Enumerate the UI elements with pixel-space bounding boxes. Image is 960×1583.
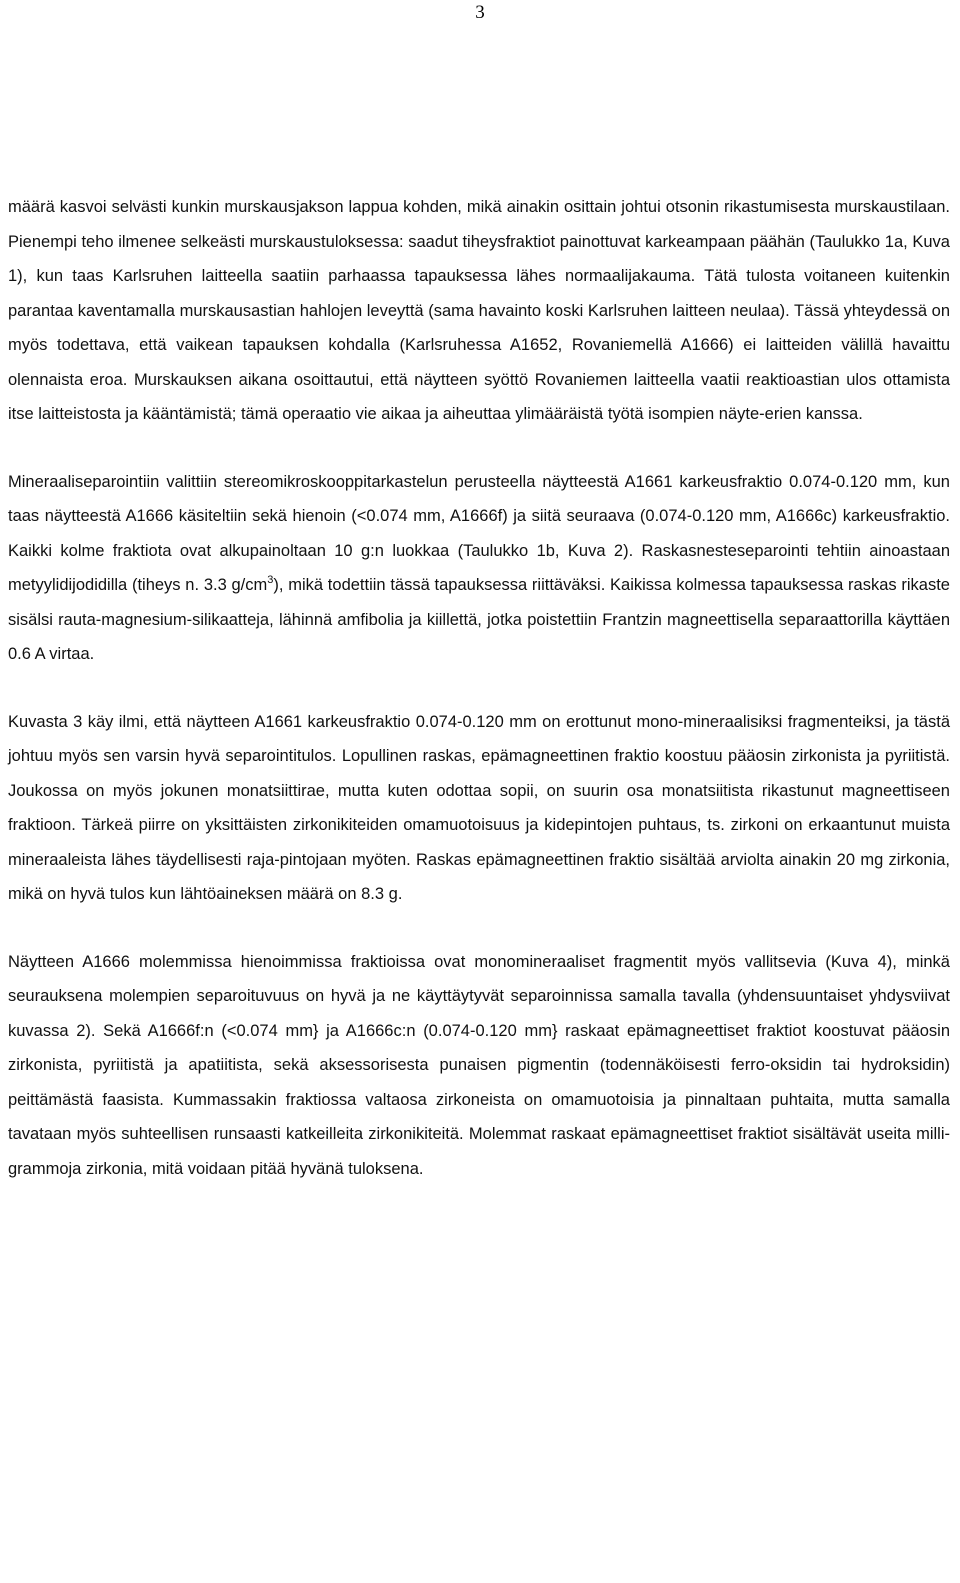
paragraph-text: määrä kasvoi selvästi kunkin murskausjakson lappua kohden, mikä ainakin osittain johtui otsonin rikastumisesta murskaustilaan. Pienempi teho ilmenee selkeästi murskaustuloksessa: saadut tiheysfraktiot painottuvat karkeampaan päähän (Taulukko 1a, Kuva 1), kun taas Karlsruhen laitteella saatiin parhaassa tapauksessa lähes normaalijakauma. Tätä tulosta voitaneen kuitenkin parantaa kaventamalla murskausastian hahlojen leveyttä (sama havainto koski Karlsruhen laitteen neulaa). Tässä yhteydessä on myös todettava, että vaikean tapauksen kohdalla (Karlsruhessa A1652, Rovaniemellä A1666) ei laitteiden välillä havaittu olennaista eroa. Murskauksen aikana osoittautui, että näytteen syöttö Rovaniemen laitteella vaatii reaktioastian ulos ottamista itse laitteistosta ja kääntämistä; tämä operaatio vie aikaa ja aiheuttaa ylimääräistä työtä isompien näyte-erien kanssa.: [8, 198, 950, 423]
paragraph-text: Mineraaliseparointiin valittiin stereomikroskooppitarkastelun perusteella näytteestä A1661 karkeusfraktio 0.074-0.120 mm, kun taas näytteestä A1666 käsiteltiin sekä hienoin (<0.074 mm, A1666f) ja siitä seuraava (0.074-0.120 mm, A1666c) karkeusfraktio. Kaikki kolme fraktiota ovat alkupainoltaan 10 g:n luokkaa (Taulukko 1b, Kuva 2). Raskasnesteseparointi tehtiin ainoastaan metyylidijodidilla (tiheys n. 3.3 g/cm: [8, 472, 950, 594]
superscript-cubed: 3: [267, 574, 274, 586]
paragraph-crushing-results: [8, 190, 950, 432]
paragraph-a1666-results: [8, 945, 950, 1187]
paragraph-mineral-separation: [8, 465, 950, 672]
paragraph-text: Näytteen A1666 molemmissa hienoimmissa fraktioissa ovat monomineraaliset fragmentit myös vallitsevia (Kuva 4), minkä seurauksena molempien separoituvuus on hyvä ja ne käyttäytyvät separoinnissa samalla tavalla (yhdensuuntaiset yhdysviivat kuvassa 2). Sekä A1666f:n (<0.074 mm} ja A1666c:n (0.074-0.120 mm} raskaat epämagneettiset fraktiot koostuvat pääosin zirkonista, pyriitistä ja apatiitista, sekä aksessorisesta punaisen pigmentin (todennäköisesti ferro-oksidin tai hydroksidin) peittämästä faasista. Kummassakin fraktiossa valtaosa zirkoneista on omamuotoisia ja pinnaltaan puhtaita, mutta samalla tavataan myös suhteellisen runsaasti katkeilleita zirkonikiteitä. Molemmat raskaat epämagneettiset fraktiot sisältävät useita milli-grammoja zirkonia, mitä voidaan pitää hyvänä tuloksena.: [8, 952, 950, 1178]
page-number: 3: [475, 2, 485, 23]
paragraph-text: Kuvasta 3 käy ilmi, että näytteen A1661 karkeusfraktio 0.074-0.120 mm on erottunut mono-mineraalisiksi fragmenteiksi, ja tästä johtuu myös sen varsin hyvä separointitulos. Lopullinen raskas, epämagneettinen fraktio koostuu pääosin zirkonista ja pyriitistä. Joukossa on myös jokunen monatsiittirae, mutta kuten odottaa sopii, on suurin osa monatsiitista rikastunut magneettiseen fraktioon. Tärkeä piirre on yksittäisten zirkonikiteiden omamuotoisuus ja kidepintojen puhtaus, ts. zirkoni on erkaantunut muista mineraaleista lähes täydellisesti raja-pintojaan myöten. Raskas epämagneettinen fraktio sisältää arviolta ainakin 20 mg zirkonia, mikä on hyvä tulos kun lähtöaineksen määrä on 8.3 g.: [8, 712, 950, 903]
paragraph-text-continued: ), mikä todettiin tässä tapauksessa riittäväksi. Kaikissa kolmessa tapauksessa raskas rikaste sisälsi rauta-magnesium-silikaatteja, lähinnä amfibolia ja kiillettä, jotka poistettiin Frantzin magneettisella separaattorilla käyttäen 0.6 A virtaa.: [8, 576, 950, 663]
document-body: [8, 190, 950, 1186]
paragraph-a1661-results: [8, 705, 950, 912]
